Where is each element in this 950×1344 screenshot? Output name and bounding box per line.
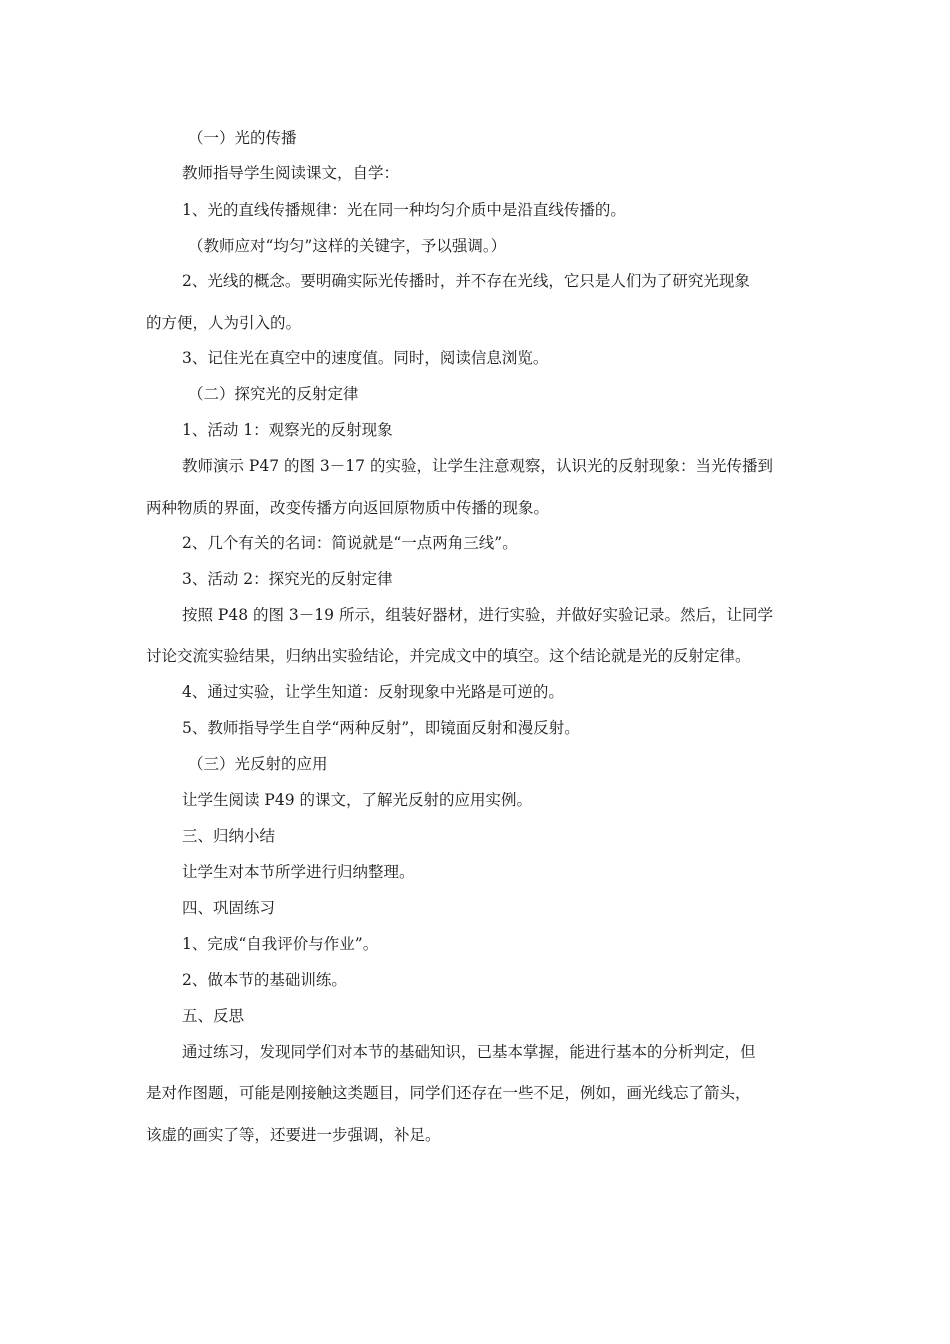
paragraph-line: 让学生阅读 P49 的课文，了解光反射的应用实例。 bbox=[182, 791, 533, 809]
paragraph-line: 5、教师指导学生自学“两种反射”，即镜面反射和漫反射。 bbox=[182, 719, 580, 737]
paragraph-line: 教师指导学生阅读课文，自学： bbox=[182, 164, 400, 182]
section-heading-reflection-law: （二）探究光的反射定律 bbox=[188, 385, 359, 403]
paragraph-line: 让学生对本节所学进行归纳整理。 bbox=[182, 863, 415, 881]
paragraph-line: （教师应对“均匀”这样的关键字，予以强调。） bbox=[188, 237, 507, 255]
paragraph-line: 2、光线的概念。要明确实际光传播时，并不存在光线，它只是人们为了研究光现象 bbox=[182, 272, 750, 290]
section-heading-reflection-applications: （三）光反射的应用 bbox=[188, 755, 328, 773]
paragraph-line: 2、几个有关的名词：简说就是“一点两角三线”。 bbox=[182, 534, 518, 552]
section-heading-light-propagation: （一）光的传播 bbox=[188, 129, 297, 147]
section-heading-summary: 三、归纳小结 bbox=[182, 827, 276, 845]
paragraph-line: 的方便，人为引入的。 bbox=[146, 314, 302, 332]
paragraph-line: 1、活动 1：观察光的反射现象 bbox=[182, 421, 393, 439]
paragraph-line: 1、完成“自我评价与作业”。 bbox=[182, 935, 379, 953]
paragraph-line: 该虚的画实了等，还要进一步强调，补足。 bbox=[146, 1126, 441, 1144]
paragraph-line: 3、活动 2：探究光的反射定律 bbox=[182, 570, 393, 588]
section-heading-practice: 四、巩固练习 bbox=[182, 899, 276, 917]
paragraph-line: 1、光的直线传播规律：光在同一种均匀介质中是沿直线传播的。 bbox=[182, 201, 626, 219]
paragraph-line: 3、记住光在真空中的速度值。同时，阅读信息浏览。 bbox=[182, 349, 549, 367]
paragraph-line: 教师演示 P47 的图 3－17 的实验，让学生注意观察，认识光的反射现象：当光传播到 bbox=[182, 457, 773, 475]
paragraph-line: 讨论交流实验结果，归纳出实验结论，并完成文中的填空。这个结论就是光的反射定律。 bbox=[146, 647, 751, 665]
paragraph-line: 通过练习，发现同学们对本节的基础知识，已基本掌握，能进行基本的分析判定，但 bbox=[182, 1043, 756, 1061]
section-heading-reflection: 五、反思 bbox=[182, 1007, 245, 1025]
paragraph-line: 2、做本节的基础训练。 bbox=[182, 971, 347, 989]
paragraph-line: 两种物质的界面，改变传播方向返回原物质中传播的现象。 bbox=[146, 499, 550, 517]
paragraph-line: 4、通过实验，让学生知道：反射现象中光路是可逆的。 bbox=[182, 683, 564, 701]
paragraph-line: 是对作图题，可能是刚接触这类题目，同学们还存在一些不足，例如，画光线忘了箭头， bbox=[146, 1084, 751, 1102]
paragraph-line: 按照 P48 的图 3－19 所示，组装好器材，进行实验，并做好实验记录。然后，让同学 bbox=[182, 606, 773, 624]
